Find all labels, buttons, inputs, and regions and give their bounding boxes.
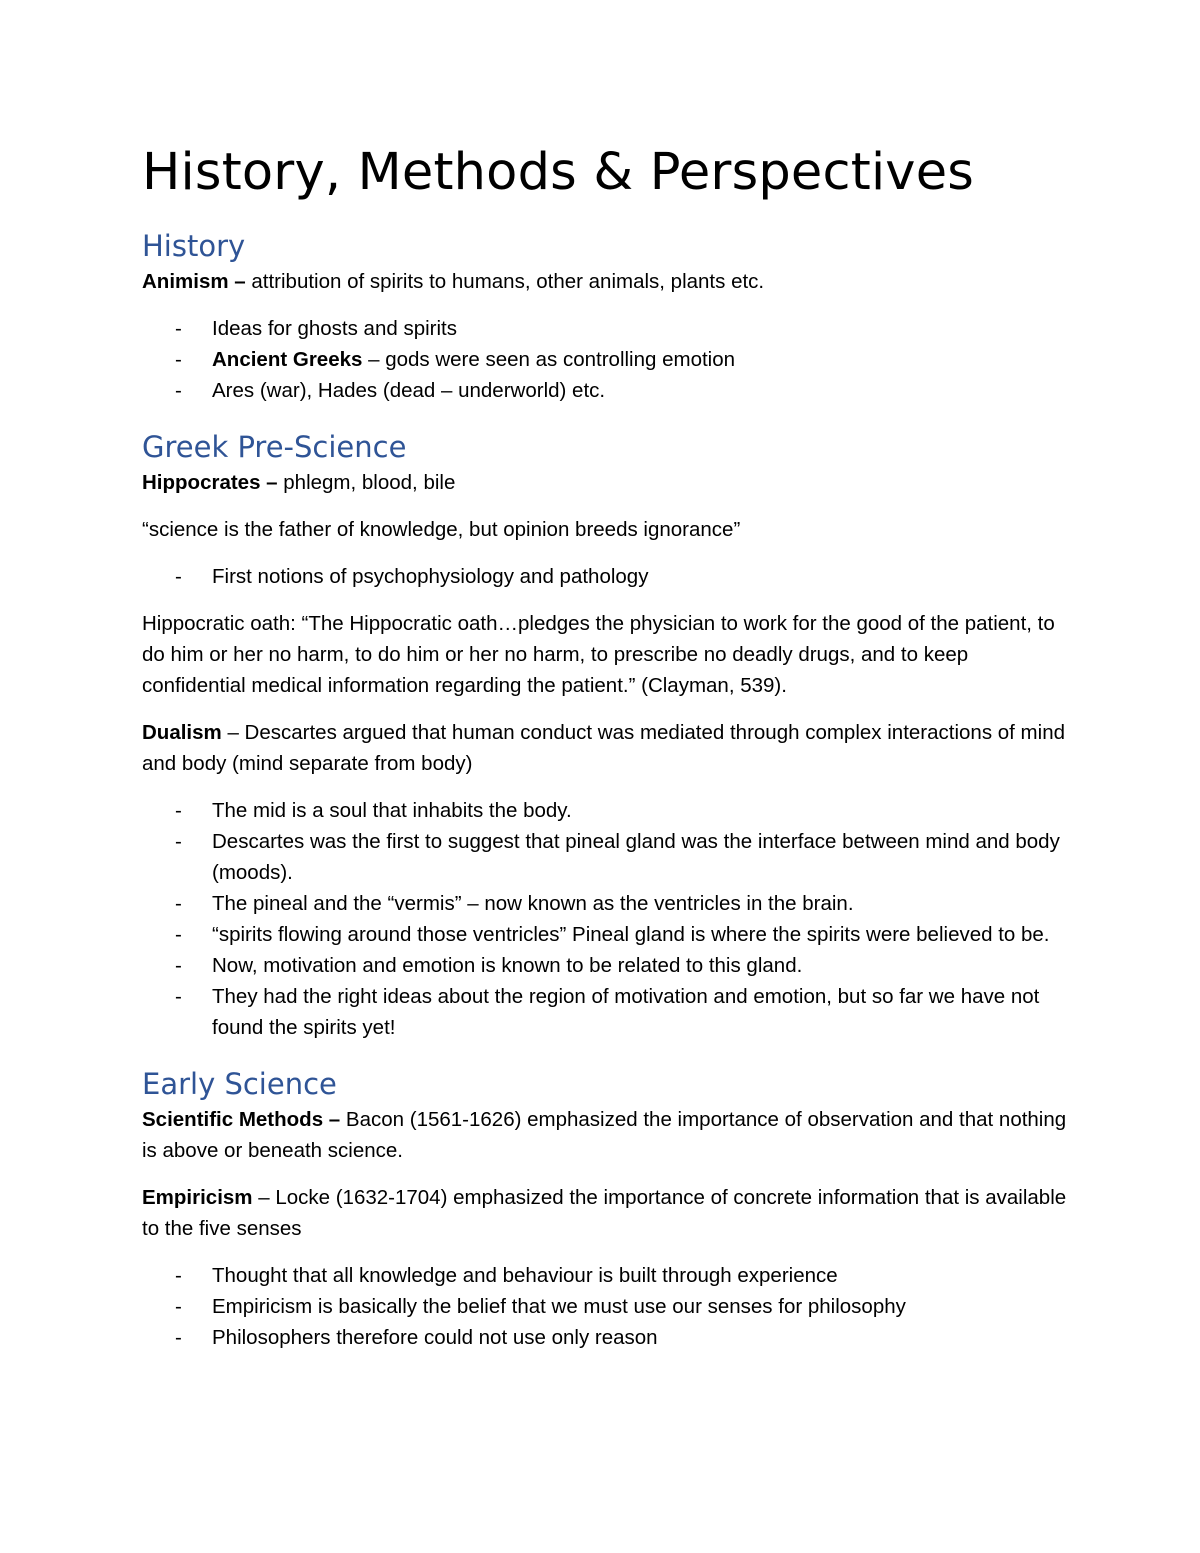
list-item-text: Empiricism is basically the belief that we must use our senses for philosophy xyxy=(212,1295,906,1318)
dash-bullet: - xyxy=(175,923,182,946)
dash-bullet: - xyxy=(175,892,182,915)
history-list xyxy=(142,313,1072,406)
list-item xyxy=(142,950,1072,981)
empiricism-definition xyxy=(142,1182,1072,1244)
list-item xyxy=(142,981,1072,1043)
heading-history: History xyxy=(142,229,246,263)
hippocrates-term: Hippocrates – xyxy=(142,471,278,494)
hippocrates-quote: “science is the father of knowledge, but opinion breeds ignorance” xyxy=(142,518,741,541)
list-item xyxy=(142,1322,1072,1353)
animism-text: attribution of spirits to humans, other animals, plants etc. xyxy=(245,270,765,293)
list-item xyxy=(142,826,1072,888)
empiricism-list xyxy=(142,1260,1072,1353)
list-item-text: Descartes was the first to suggest that pineal gland was the interface between mind and body (moods). xyxy=(212,830,1060,884)
dash-bullet: - xyxy=(175,1264,182,1287)
list-item xyxy=(142,1291,1072,1322)
list-item-text: They had the right ideas about the region of motivation and emotion, but so far we have not found the spirits yet! xyxy=(212,985,1040,1039)
scientific-methods-definition xyxy=(142,1104,1072,1166)
dash-bullet: - xyxy=(175,317,182,340)
list-item-text: The mid is a soul that inhabits the body. xyxy=(212,799,572,822)
list-item-text: Ideas for ghosts and spirits xyxy=(212,317,457,340)
heading-early-science: Early Science xyxy=(142,1067,337,1101)
list-item-text: “spirits flowing around those ventricles” Pineal gland is where the spirits were believed to be. xyxy=(212,923,1050,946)
dualism-term: Dualism xyxy=(142,721,222,744)
list-item xyxy=(142,888,1072,919)
list-item xyxy=(142,375,1072,406)
dash-bullet: - xyxy=(175,830,182,853)
list-item xyxy=(142,1260,1072,1291)
hippocrates-text: phlegm, blood, bile xyxy=(277,471,456,494)
list-item xyxy=(142,561,1072,592)
list-item-text: The pineal and the “vermis” – now known as the ventricles in the brain. xyxy=(212,892,854,915)
hippocratic-oath-paragraph: Hippocratic oath: “The Hippocratic oath…pledges the physician to work for the good of the patient, to do him or her no harm, to do him or her no harm, to prescribe no deadly drugs, and to keep confidential medical information regarding the patient.” (Clayman, 539). xyxy=(142,612,1055,697)
list-item-text: – gods were seen as controlling emotion xyxy=(362,348,736,371)
ancient-greeks-term: Ancient Greeks xyxy=(212,348,363,371)
empiricism-text: – Locke (1632-1704) emphasized the importance of concrete information that is available to the five senses xyxy=(142,1186,1067,1240)
dash-bullet: - xyxy=(175,565,182,588)
list-item xyxy=(142,795,1072,826)
dash-bullet: - xyxy=(175,954,182,977)
list-item-text: Ares (war), Hades (dead – underworld) etc. xyxy=(212,379,606,402)
dash-bullet: - xyxy=(175,379,182,402)
animism-definition xyxy=(142,266,1072,297)
dash-bullet: - xyxy=(175,1326,182,1349)
heading-greek-pre-science: Greek Pre-Science xyxy=(142,430,407,464)
quote-list xyxy=(142,561,1072,592)
dash-bullet: - xyxy=(175,799,182,822)
list-item xyxy=(142,919,1072,950)
list-item-text: Thought that all knowledge and behaviour is built through experience xyxy=(212,1264,838,1287)
list-item-text: First notions of psychophysiology and pathology xyxy=(212,565,649,588)
list-item xyxy=(142,313,1072,344)
hippocrates-definition xyxy=(142,467,1072,498)
scientific-methods-text: Bacon (1561-1626) emphasized the importance of observation and that nothing is above or beneath science. xyxy=(142,1108,1067,1162)
dash-bullet: - xyxy=(175,348,182,371)
scientific-methods-term: Scientific Methods – xyxy=(142,1108,341,1131)
dualism-text: – Descartes argued that human conduct was mediated through complex interactions of mind and body (mind separate from body) xyxy=(142,721,1065,775)
document-title: History, Methods & Perspectives xyxy=(142,143,975,202)
animism-term: Animism – xyxy=(142,270,246,293)
dualism-list xyxy=(142,795,1072,1043)
list-item-text: Now, motivation and emotion is known to be related to this gland. xyxy=(212,954,803,977)
dash-bullet: - xyxy=(175,985,182,1008)
document-body xyxy=(142,140,1072,1369)
dash-bullet: - xyxy=(175,1295,182,1318)
empiricism-term: Empiricism xyxy=(142,1186,253,1209)
list-item-text: Philosophers therefore could not use only reason xyxy=(212,1326,658,1349)
dualism-definition xyxy=(142,717,1072,779)
list-item xyxy=(142,344,1072,375)
